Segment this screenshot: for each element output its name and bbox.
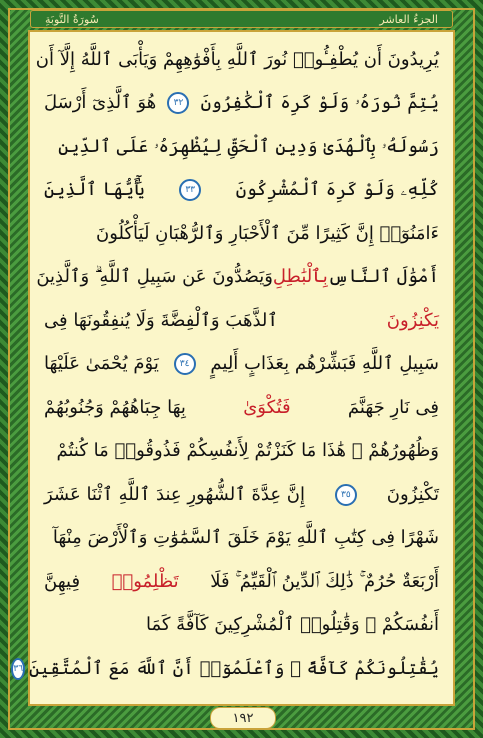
- surah-label: سُورَةُ التَّوبَةِ: [45, 12, 99, 26]
- highlighted-word: فَتُكْوَىٰ: [243, 396, 291, 418]
- text-line: [44, 473, 439, 517]
- verse-text: أَنفُسَكُمْ ۚ وَقَٰتِلُوا۟ ٱلْمُشْرِكِينَ كَآفَّةً كَمَا: [146, 614, 439, 636]
- text-line: [44, 343, 439, 387]
- ayah-number-marker: ٣٢: [167, 92, 189, 114]
- verse-text: يُتِمَّ نُورَهُۥ وَلَوْ كَرِهَ ٱلْكَٰفِرُونَ: [200, 92, 439, 114]
- text-line: [36, 256, 439, 300]
- text-line: [44, 560, 439, 604]
- verse-text: يَٰٓأَيُّهَا ٱلَّذِينَ: [44, 179, 145, 201]
- highlighted-word: بِٱلْبَٰطِلِ: [272, 266, 328, 288]
- verse-text: يُرِيدُونَ أَن يُطْفِـُٔوا۟ نُورَ ٱللَّهِ بِأَفْوَٰهِهِمْ وَيَأْبَى ٱللَّهُ إِلَّآ أَن: [35, 48, 439, 70]
- verse-text: أَرْبَعَةٌ حُرُمٌ ۚ ذَٰلِكَ ٱلدِّينُ ٱلْقَيِّمُ ۚ فَلَا: [210, 570, 439, 592]
- text-line: [35, 38, 439, 82]
- verse-text: رَسُولَهُۥ بِٱلْهُدَىٰ وَدِينِ ٱلْحَقِّ لِيُظْهِرَهُۥ عَلَى ٱلدِّينِ: [58, 135, 439, 157]
- verse-text: شَهْرًا فِى كِتَٰبِ ٱللَّهِ يَوْمَ خَلَقَ ٱلسَّمَٰوَٰتِ وَٱلْأَرْضَ مِنْهَآ: [52, 527, 439, 549]
- text-line: [44, 517, 439, 561]
- verse-text: بِهَا جِبَاهُهُمْ وَجُنُوبُهُمْ: [44, 396, 186, 418]
- verse-text: فِى نَارِ جَهَنَّمَ: [347, 396, 439, 418]
- verse-text: فِيهِنَّ: [44, 570, 81, 592]
- verse-text: سَبِيلِ ٱللَّهِ فَبَشِّرْهُم بِعَذَابٍ أَلِيمٍ: [210, 353, 439, 375]
- highlighted-word: تَظْلِمُوا۟: [111, 570, 179, 592]
- text-line: [44, 82, 439, 126]
- verse-text: وَظُهُورُهُمْ ۖ هَٰذَا مَا كَنَزْتُمْ لِأَنفُسِكُمْ فَذُوقُوا۟ مَا كُنتُمْ: [56, 440, 439, 462]
- page-number: ١٩٢: [210, 707, 276, 729]
- ayah-number-marker: ٣٦: [11, 658, 25, 680]
- verse-text: وَيَصُدُّونَ عَن سَبِيلِ ٱللَّهِ ۗ وَٱلَّذِينَ: [36, 266, 273, 288]
- text-line: [44, 604, 439, 648]
- verse-text: ءَامَنُوٓا۟ إِنَّ كَثِيرًا مِّنَ ٱلْأَحْبَارِ وَٱلرُّهْبَانِ لَيَأْكُلُونَ: [96, 222, 439, 244]
- text-line: [44, 169, 439, 213]
- juz-label: الجزءُ العاشر: [379, 12, 438, 26]
- quran-page: [13, 30, 455, 706]
- verse-text: هُوَ ٱلَّذِىٓ أَرْسَلَ: [44, 92, 157, 114]
- text-line: [13, 647, 439, 691]
- text-line: [44, 125, 439, 169]
- ayah-number-marker: ٣٤: [174, 353, 196, 375]
- verse-text: يُقَٰتِلُونَكُمْ كَآفَّةً ۚ وَٱعْلَمُوٓا۟ أَنَّ ٱللَّهَ مَعَ ٱلْمُتَّقِينَ: [29, 657, 439, 679]
- ayah-number-marker: ٣٥: [335, 484, 357, 506]
- verse-text: ٱلذَّهَبَ وَٱلْفِضَّةَ وَلَا يُنفِقُونَهَا فِى: [44, 309, 278, 331]
- text-line: [44, 430, 439, 474]
- page-header: [30, 10, 453, 28]
- ayah-number-marker: ٣٣: [179, 179, 201, 201]
- text-line: [44, 299, 439, 343]
- highlighted-word: يَكْنِزُونَ: [386, 309, 439, 331]
- verse-text-block: [13, 38, 439, 691]
- text-line: [44, 212, 439, 256]
- verse-text: أَمْوَٰلَ ٱلنَّاسِ: [327, 266, 439, 288]
- verse-text: يَوْمَ يُحْمَىٰ عَلَيْهَا: [44, 353, 159, 375]
- text-line: [44, 386, 439, 430]
- verse-text: تَكْنِزُونَ: [386, 483, 439, 505]
- verse-text: كُلِّهِۦ وَلَوْ كَرِهَ ٱلْمُشْرِكُونَ: [235, 179, 439, 201]
- verse-text: إِنَّ عِدَّةَ ٱلشُّهُورِ عِندَ ٱللَّهِ ٱثْنَا عَشَرَ: [44, 483, 306, 505]
